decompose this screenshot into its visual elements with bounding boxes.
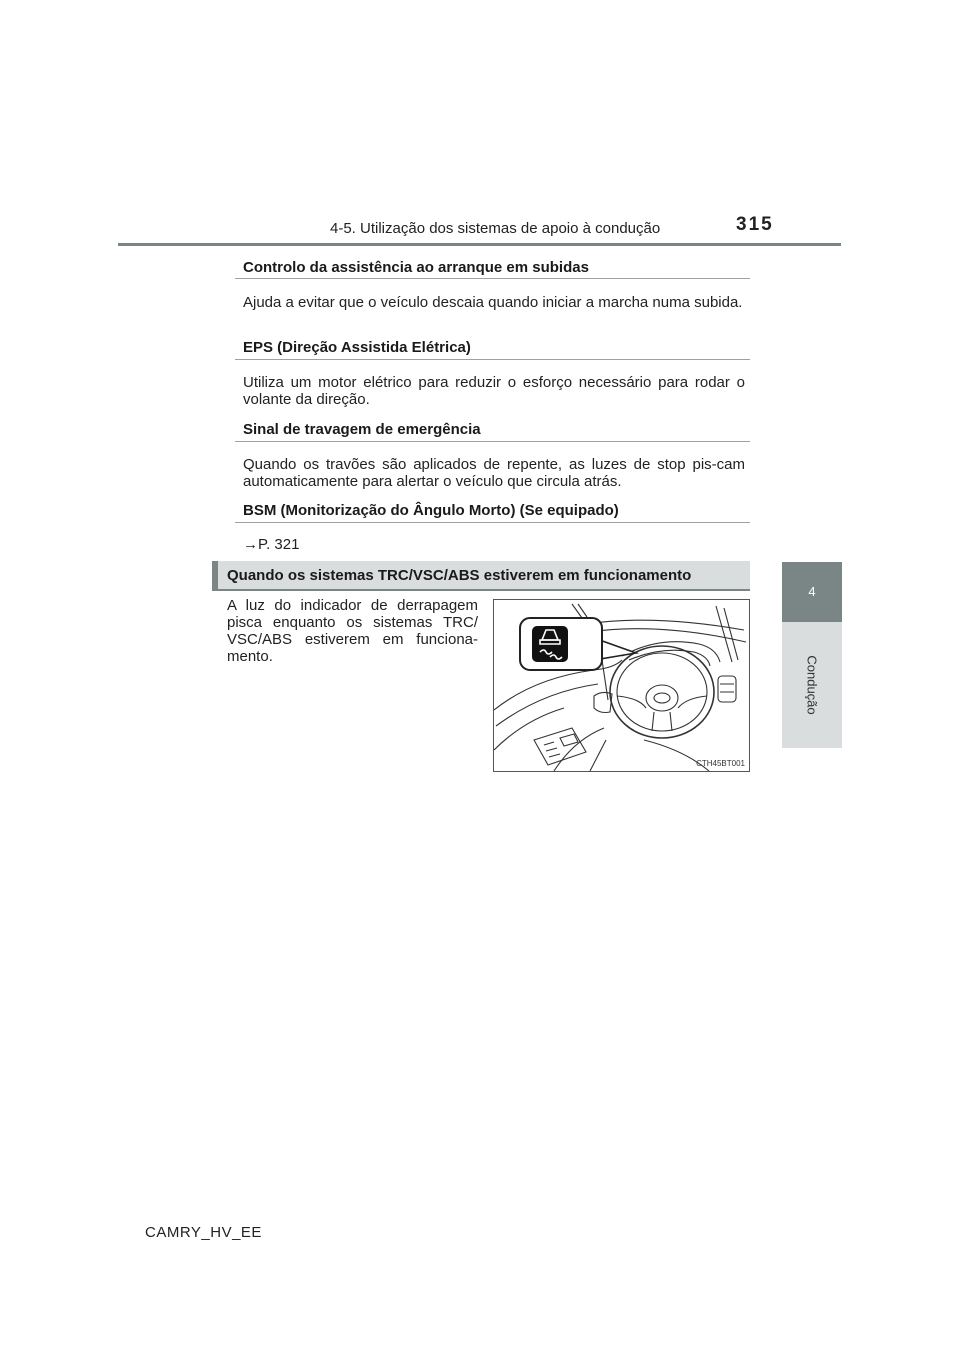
note-box-title: Quando os sistemas TRC/VSC/ABS estiverem em funcionamento (227, 567, 692, 584)
item-divider (235, 359, 750, 360)
item-text: Utiliza um motor elétrico para reduzir o esforço necessário para rodar o volante da direção. (243, 374, 745, 408)
item-heading: BSM (Monitorização do Ângulo Morto) (Se equipado) (243, 502, 619, 519)
item-divider (235, 278, 750, 279)
section-title: 4-5. Utilização dos sistemas de apoio à condução (330, 220, 661, 237)
dashboard-illustration (493, 599, 750, 772)
figure-code: CTH45BT001 (696, 759, 745, 768)
item-heading: Sinal de travagem de emergência (243, 421, 481, 438)
item-heading: EPS (Direção Assistida Elétrica) (243, 339, 471, 356)
model-code: CAMRY_HV_EE (145, 1224, 262, 1241)
item-divider (235, 441, 750, 442)
page-number: 315 (736, 214, 774, 235)
note-box-header (212, 561, 750, 591)
chapter-tab-number: 4 (782, 562, 842, 622)
page-reference[interactable]: →P. 321 (243, 536, 300, 553)
item-text: Ajuda a evitar que o veículo descaia quando iniciar a marcha numa subida. (243, 294, 743, 311)
chapter-tab-label (782, 622, 842, 748)
item-heading: Controlo da assistência ao arranque em subidas (243, 259, 589, 276)
item-text: Quando os travões são aplicados de repente, as luzes de stop pis-cam automaticamente para alertar o veículo que circula atrás. (243, 456, 745, 490)
dashboard-drawing (494, 600, 749, 771)
item-divider (235, 522, 750, 523)
header-divider (118, 243, 841, 246)
chapter-label-text: Condução (804, 655, 820, 715)
note-text: A luz do indicador de derrapagem pisca enquanto os sistemas TRC/ VSC/ABS estiverem em funciona-mento. (227, 597, 478, 665)
